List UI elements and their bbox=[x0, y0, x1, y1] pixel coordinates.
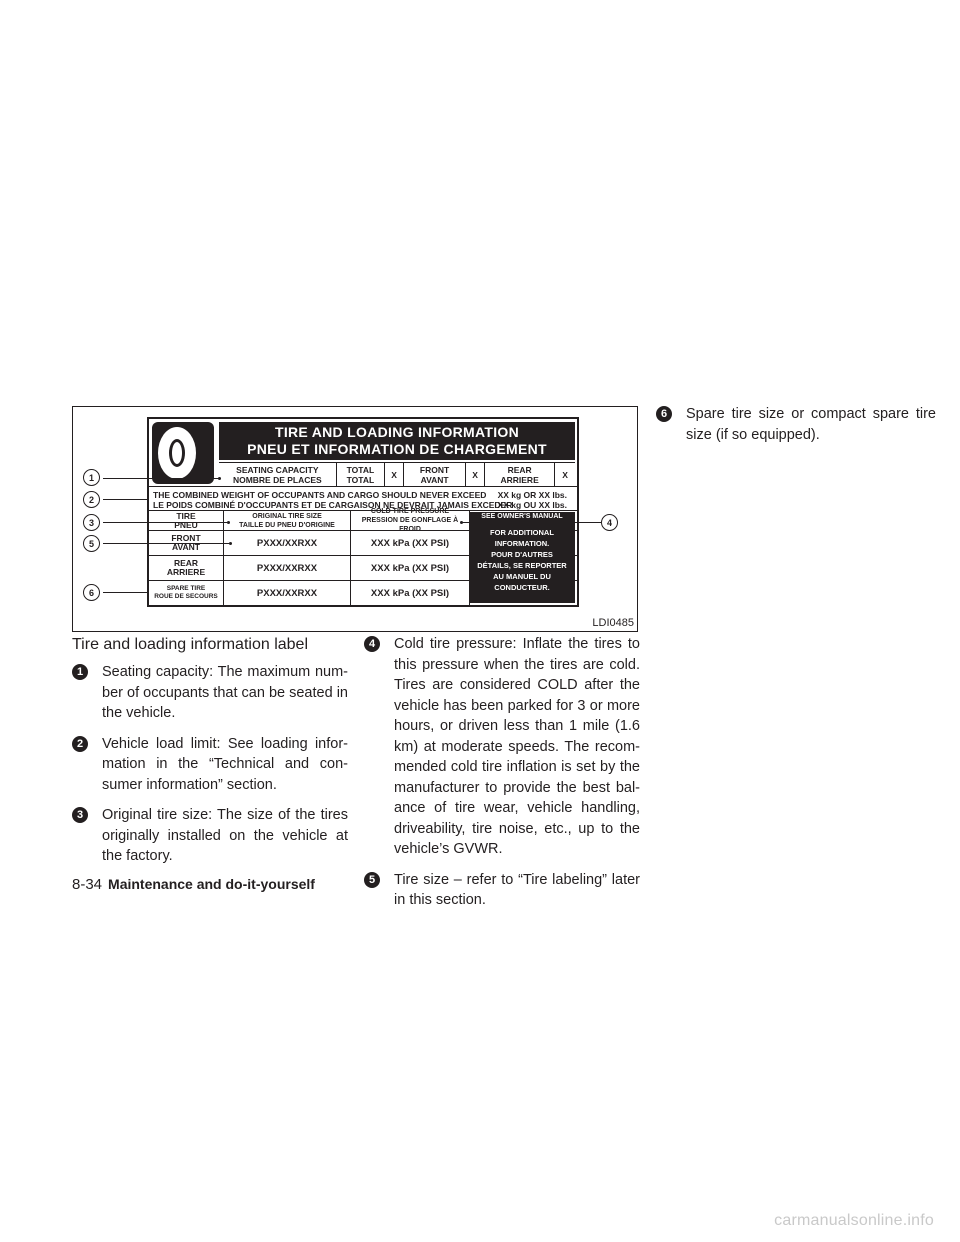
tire-icon bbox=[152, 422, 214, 484]
number-icon: 3 bbox=[72, 807, 88, 823]
section-heading: Tire and loading information label bbox=[72, 636, 308, 653]
text-column-3 bbox=[656, 404, 936, 455]
number-icon: 4 bbox=[364, 636, 380, 652]
callout-1: 1 bbox=[83, 469, 100, 486]
table-row: FRONT AVANT PXXX/XXRXX XXX kPa (XX PSI) bbox=[149, 531, 577, 556]
number-icon: 2 bbox=[72, 736, 88, 752]
number-icon: 5 bbox=[364, 872, 380, 888]
list-item: 3 Original tire size: The size of the tires originally installed on the vehicle at the factory. bbox=[72, 805, 348, 867]
list-item: 4 Cold tire pressure: Inflate the tires to this pressure when the tires are cold. Tires are considered COLD after the vehicle has been parked for 3 or more hours, or driven less than 1 mile (1.6 km) at moderate speeds. The recom- mended cold tire inflation is set by the manufacturer to provide the best bal- ance of tire wear, vehicle handling, driveability, tire noise, etc., up to the vehicle’s GVWR. bbox=[364, 634, 640, 860]
list-item: 6 Spare tire size or compact spare tire size (if so equipped). bbox=[656, 404, 936, 445]
list-item: 5 Tire size – refer to “Tire labeling” later in this section. bbox=[364, 870, 640, 911]
number-icon: 6 bbox=[656, 406, 672, 422]
tire-loading-placard bbox=[147, 417, 579, 607]
list-item: 1 Seating capacity: The maximum num- ber of occupants that can be seated in the vehicle. bbox=[72, 662, 348, 724]
text-column-2 bbox=[364, 634, 640, 921]
table-header: TIRE PNEU ORIGINAL TIRE SIZE TAILLE DU PNEU D'ORIGINE COLD TIRE PRESSURE PRESSION DE GONFLAGE À FROID bbox=[149, 511, 577, 531]
section-title: Maintenance and do-it-yourself bbox=[108, 876, 315, 892]
text-column-1 bbox=[72, 634, 348, 877]
callout-6: 6 bbox=[83, 584, 100, 601]
page-number: 8-34 bbox=[72, 876, 103, 893]
see-owners-manual-box: SEE OWNER'S MANUAL FOR ADDITIONAL INFORMATION. POUR D'AUTRES DÉTAILS, SE REPORTER AU MANUEL DU CONDUCTEUR. bbox=[469, 512, 575, 603]
vehicle-load-limit-row: THE COMBINED WEIGHT OF OCCUPANTS AND CARGO SHOULD NEVER EXCEED LE POIDS COMBINÉ D'OCCUPANTS ET DE CARGAISON NE DEVRAIT JAMAIS EXCEDER XX kg OR XX lbs. XX kg OU XX lbs. bbox=[149, 486, 577, 511]
tire-label-figure bbox=[72, 406, 638, 632]
figure-code: LDI0485 bbox=[592, 617, 634, 629]
number-icon: 1 bbox=[72, 664, 88, 680]
callout-4: 4 bbox=[601, 514, 618, 531]
watermark: carmanualsonline.info bbox=[774, 1212, 934, 1229]
callout-2: 2 bbox=[83, 491, 100, 508]
table-row: SPARE TIRE ROUE DE SECOURS PXXX/XXRXX XXX kPa (XX PSI) bbox=[149, 581, 577, 605]
seating-capacity-row: SEATING CAPACITY NOMBRE DE PLACES TOTAL TOTAL X FRONT AVANT X REAR ARRIERE X bbox=[219, 462, 575, 487]
callout-5: 5 bbox=[83, 535, 100, 552]
list-item: 2 Vehicle load limit: See loading infor- mation in the “Technical and con- sumer information” section. bbox=[72, 734, 348, 796]
page-footer bbox=[72, 876, 315, 893]
callout-3: 3 bbox=[83, 514, 100, 531]
placard-title: TIRE AND LOADING INFORMATION PNEU ET INFORMATION DE CHARGEMENT bbox=[219, 422, 575, 460]
table-row: REAR ARRIERE PXXX/XXRXX XXX kPa (XX PSI) bbox=[149, 556, 577, 581]
